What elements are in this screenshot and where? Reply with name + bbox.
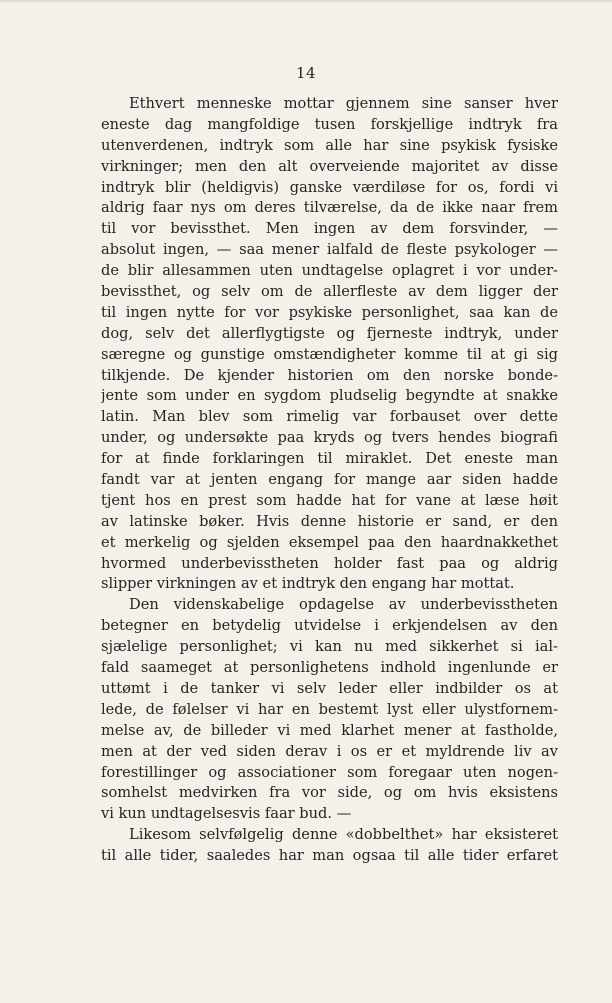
text-line: aldrig faar nys om deres tilværelse, da de ikke naar frem bbox=[101, 199, 558, 217]
text-line: eneste dag mangfoldige tusen forskjellige indtryk fra bbox=[101, 115, 558, 133]
text-line: betegner en betydelig utvidelse i erkjendelsen av den bbox=[101, 617, 558, 635]
text-line: utenverdenen, indtryk som alle har sine psykisk fysiske bbox=[101, 136, 558, 154]
text-line: til vor bevissthet. Men ingen av dem forsvinder, — bbox=[101, 220, 558, 238]
text-line: uttømt i de tanker vi selv leder eller indbilder os at bbox=[101, 679, 558, 697]
text-line: de blir allesammen uten undtagelse oplagret i vor under- bbox=[101, 262, 558, 280]
text-line: bevissthet, og selv om de allerfleste av dem ligger der bbox=[101, 283, 558, 301]
text-line: tjent hos en prest som hadde hat for vane at læse høit bbox=[101, 491, 558, 509]
text-line: særegne og gunstige omstændigheter komme til at gi sig bbox=[101, 345, 558, 363]
text-line: somhelst medvirken fra vor side, og om hvis eksistens bbox=[101, 784, 558, 802]
text-line: til ingen nytte for vor psykiske personlighet, saa kan de bbox=[101, 303, 558, 321]
text-line: fald saameget at personlighetens indhold ingenlunde er bbox=[101, 659, 558, 677]
text-line: dog, selv det allerflygtigste og fjerneste indtryk, under bbox=[101, 324, 558, 342]
text-line: latin. Man blev som rimelig var forbauset over dette bbox=[101, 408, 558, 426]
text-line: til alle tider, saaledes har man ogsaa til alle tider erfaret bbox=[101, 847, 558, 865]
text-line: under, og undersøkte paa kryds og tvers hendes biografi bbox=[101, 429, 558, 447]
text-line: melse av, de billeder vi med klarhet mener at fastholde, bbox=[101, 721, 558, 739]
page-top-edge bbox=[0, 0, 612, 3]
text-line: absolut ingen, — saa mener ialfald de fleste psykologer — bbox=[101, 241, 558, 259]
text-line: forestillinger og associationer som foregaar uten nogen- bbox=[101, 763, 558, 781]
text-line: for at finde forklaringen til miraklet. Det eneste man bbox=[101, 450, 558, 468]
text-line: slipper virkningen av et indtryk den engang har mottat. bbox=[101, 575, 515, 593]
text-line: hvormed underbevisstheten holder fast paa og aldrig bbox=[101, 554, 558, 572]
text-line: et merkelig og sjelden eksempel paa den haardnakkethet bbox=[101, 533, 558, 551]
text-line: tilkjende. De kjender historien om den norske bonde- bbox=[101, 366, 558, 384]
page-number: 14 bbox=[295, 64, 317, 82]
text-line: virkninger; men den alt overveiende majoritet av disse bbox=[101, 157, 558, 175]
text-line: sjælelige personlighet; vi kan nu med sikkerhet si ial- bbox=[101, 638, 558, 656]
text-line: jente som under en sygdom pludselig begyndte at snakke bbox=[101, 387, 558, 405]
text-line: Likesom selvfølgelig denne «dobbelthet» har eksisteret bbox=[129, 826, 558, 844]
text-line: Ethvert menneske mottar gjennem sine sanser hver bbox=[129, 95, 558, 112]
text-line: Den videnskabelige opdagelse av underbevisstheten bbox=[129, 596, 558, 614]
body-text bbox=[101, 94, 558, 867]
text-line: vi kun undtagelsesvis faar bud. — bbox=[101, 805, 352, 823]
text-line: indtryk blir (heldigvis) ganske værdiløse for os, fordi vi bbox=[101, 178, 558, 196]
text-line: men at der ved siden derav i os er et myldrende liv av bbox=[101, 742, 558, 760]
text-line: av latinske bøker. Hvis denne historie er sand, er den bbox=[101, 512, 558, 530]
text-line: fandt var at jenten engang for mange aar siden hadde bbox=[101, 471, 558, 489]
text-line: lede, de følelser vi har en bestemt lyst eller ulystfornem- bbox=[101, 700, 558, 718]
